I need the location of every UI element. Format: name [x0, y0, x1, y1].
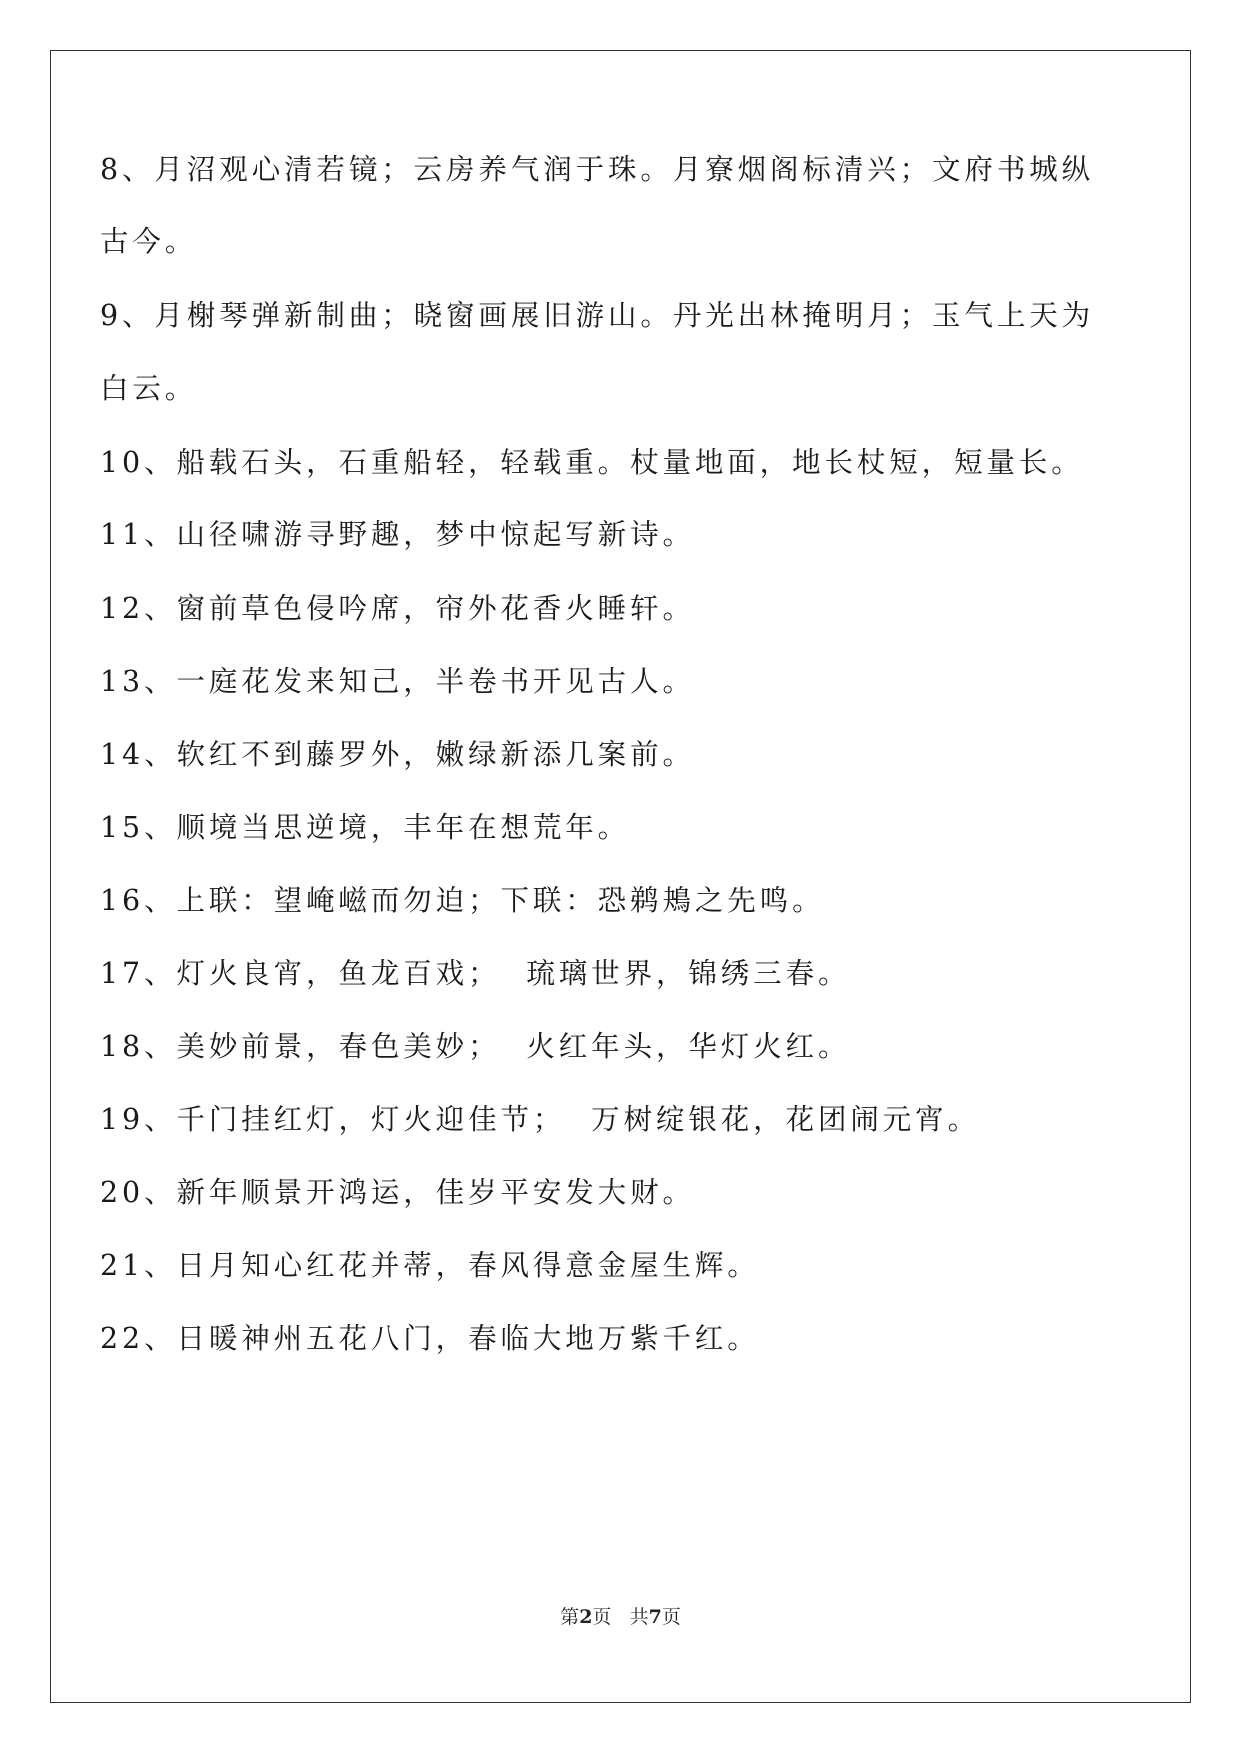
- footer-prefix: 第: [560, 1606, 580, 1628]
- text-line: 古今。: [100, 225, 198, 258]
- footer-total-suffix: 页: [661, 1606, 681, 1628]
- text-line: 白云。: [100, 372, 198, 405]
- text-line: 21、日月知心红花并蒂，春风得意金屋生辉。: [100, 1249, 760, 1282]
- page-footer: [0, 1605, 1241, 1629]
- text-line: 9、月榭琴弹新制曲；晓窗画展旧游山。丹光出林掩明月；玉气上天为: [100, 299, 1095, 332]
- footer-total-prefix: 共: [629, 1606, 649, 1628]
- text-line: 17、灯火良宵，鱼龙百戏； 琉璃世界，锦绣三春。: [100, 957, 851, 990]
- text-line: 20、新年顺景开鸿运，佳岁平安发大财。: [100, 1176, 695, 1209]
- text-line: 16、上联：望崦嵫而勿迫；下联：恐鹈鴂之先鸣。: [100, 884, 825, 917]
- footer-total-pages: 7: [648, 1606, 662, 1628]
- footer-page-suffix: 页: [592, 1606, 612, 1628]
- text-line: 8、月沼观心清若镜；云房养气润于珠。月寮烟阁标清兴；文府书城纵: [100, 153, 1095, 186]
- text-line: 10、船载石头，石重船轻，轻载重。杖量地面，地长杖短，短量长。: [100, 446, 1084, 479]
- footer-page-number: 2: [579, 1606, 593, 1628]
- text-line: 18、美妙前景，春色美妙； 火红年头，华灯火红。: [100, 1030, 851, 1063]
- text-line: 14、软红不到藤罗外，嫩绿新添几案前。: [100, 738, 695, 771]
- text-line: 11、山径啸游寻野趣，梦中惊起写新诗。: [100, 518, 695, 551]
- text-line: 12、窗前草色侵吟席，帘外花香火睡轩。: [100, 592, 695, 625]
- text-line: 13、一庭花发来知己，半卷书开见古人。: [100, 665, 695, 698]
- text-line: 19、千门挂红灯，灯火迎佳节； 万树绽银花，花团闹元宵。: [100, 1103, 980, 1136]
- text-line: 22、日暖神州五花八门，春临大地万紫千红。: [100, 1322, 760, 1355]
- text-line: 15、顺境当思逆境，丰年在想荒年。: [100, 811, 631, 844]
